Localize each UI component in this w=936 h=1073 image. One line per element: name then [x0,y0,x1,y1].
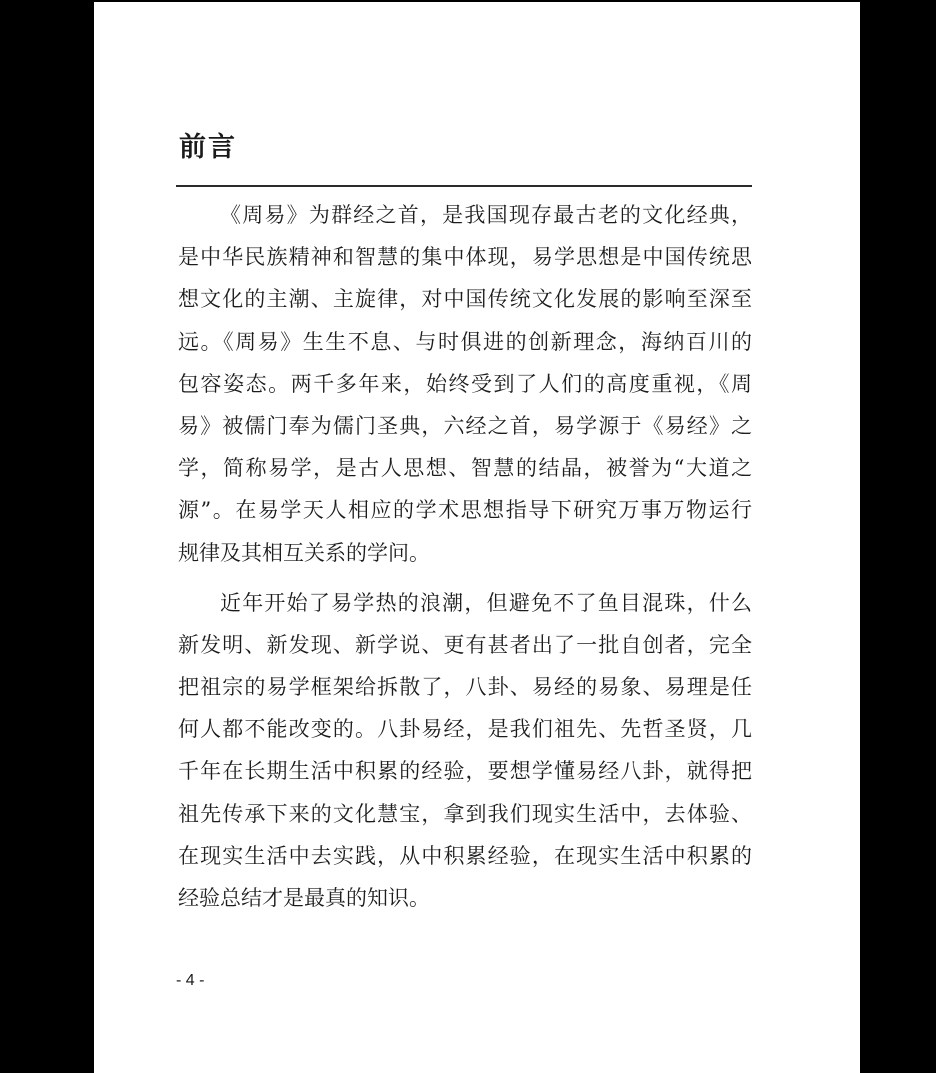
text-line: 在现实生活中去实践，从中积累经验，在现实生活中积累的 [178,843,752,868]
body-text [178,194,752,919]
text-line: 何人都不能改变的。八卦易经，是我们祖先、先哲圣贤，几 [178,717,752,742]
text-line: 经验总结才是最真的知识。 [178,886,430,910]
text-line: 学，简称易学，是古人思想、智慧的结晶，被誉为“大道之 [178,456,752,481]
page-title: 前言 [179,132,237,163]
title-divider [176,185,752,187]
text-line: 易》被儒门奉为儒门圣典，六经之首，易学源于《易经》之 [178,413,752,438]
text-line: 新发明、新发现、新学说、更有甚者出了一批自创者，完全 [178,632,752,657]
text-line: 近年开始了易学热的浪潮，但避免不了鱼目混珠，什么 [220,590,752,615]
paragraph-2 [178,582,752,920]
text-line: 远。《周易》生生不息、与时俱进的创新理念，海纳百川的 [178,329,752,354]
paragraph-1 [178,194,752,574]
text-line: 千年在长期生活中积累的经验，要想学懂易经八卦，就得把 [178,759,752,784]
text-line: 把祖宗的易学框架给拆散了，八卦、易经的易象、易理是任 [178,675,752,700]
text-line: 是中华民族精神和智慧的集中体现，易学思想是中国传统思 [178,245,752,270]
paragraph-spacer [178,574,752,582]
text-line: 规律及其相互关系的学问。 [178,540,430,565]
document-page [94,2,860,1073]
page-number: - 4 - [176,972,205,989]
text-line: 包容姿态。两千多年来，始终受到了人们的高度重视，《周 [178,371,752,396]
text-line: 祖先传承下来的文化慧宝，拿到我们现实生活中，去体验、 [178,801,752,826]
text-line: 想文化的主潮、主旋律，对中国传统文化发展的影响至深至 [178,287,752,312]
text-line: 《周易》为群经之首，是我国现存最古老的文化经典， [220,203,752,227]
text-line: 源”。在易学天人相应的学术思想指导下研究万事万物运行 [178,498,752,523]
